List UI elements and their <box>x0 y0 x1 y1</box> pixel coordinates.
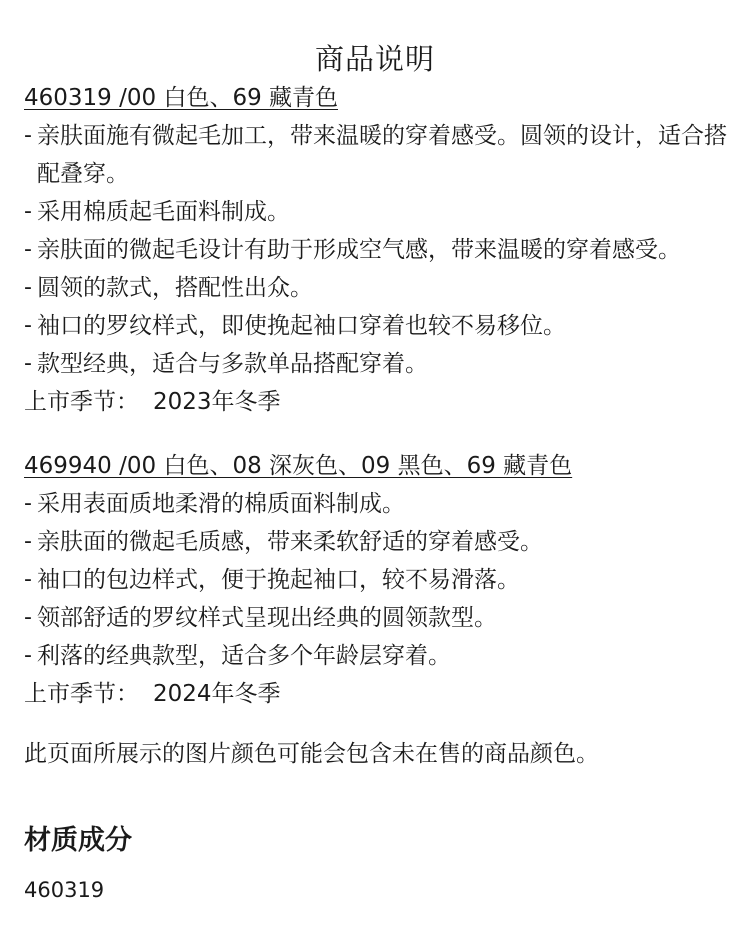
product-block-460319 <box>24 79 736 421</box>
bullet-marker: - <box>24 529 32 554</box>
bullet-marker: - <box>24 275 32 300</box>
bullet-marker: - <box>24 199 32 224</box>
page-title: 商品说明 <box>314 42 435 77</box>
feature-bullet <box>24 307 736 345</box>
feature-bullet <box>24 345 736 383</box>
feature-text: 采用表面质地柔滑的棉质面料制成。 <box>37 491 405 517</box>
feature-text: 圆领的款式，搭配性出众。 <box>37 275 313 301</box>
feature-text: 亲肤面的微起毛设计有助于形成空气感，带来温暖的穿着感受。 <box>37 237 681 263</box>
bullet-marker: - <box>24 643 32 668</box>
feature-text: 亲肤面施有微起毛加工，带来温暖的穿着感受。圆领的设计，适合搭配叠穿。 <box>37 123 727 187</box>
bullet-marker: - <box>24 567 32 592</box>
feature-bullet <box>24 231 736 269</box>
release-season <box>24 675 736 713</box>
bullet-marker: - <box>24 313 32 338</box>
material-section-title: 材质成分 <box>24 825 132 856</box>
feature-bullet <box>24 637 736 675</box>
feature-text: 亲肤面的微起毛质感，带来柔软舒适的穿着感受。 <box>37 529 543 555</box>
product-color-header: 460319 /00 白色、69 藏青色 <box>24 85 339 111</box>
feature-text: 袖口的罗纹样式，即使挽起袖口穿着也较不易移位。 <box>37 313 566 339</box>
bullet-marker: - <box>24 237 32 262</box>
season-label: 上市季节： <box>24 389 139 415</box>
feature-text: 领部舒适的罗纹样式呈现出经典的圆领款型。 <box>37 605 497 631</box>
feature-bullet <box>24 561 736 599</box>
feature-bullet <box>24 599 736 637</box>
bullet-marker: - <box>24 491 32 516</box>
feature-bullet <box>24 523 736 561</box>
product-description-content <box>24 79 736 909</box>
feature-text: 袖口的包边样式，便于挽起袖口，较不易滑落。 <box>37 567 520 593</box>
feature-bullet <box>24 269 736 307</box>
material-product-code: 460319 <box>24 878 105 902</box>
spacer <box>24 421 736 447</box>
release-season <box>24 383 736 421</box>
color-disclaimer: 此页面所展示的图片颜色可能会包含未在售的商品颜色。 <box>24 741 599 767</box>
season-label: 上市季节： <box>24 681 139 707</box>
feature-text: 款型经典，适合与多款单品搭配穿着。 <box>37 351 428 377</box>
season-value: 2023年冬季 <box>153 389 281 415</box>
bullet-marker: - <box>24 123 32 148</box>
product-block-469940 <box>24 447 736 713</box>
product-color-header: 469940 /00 白色、08 深灰色、09 黑色、69 藏青色 <box>24 453 573 479</box>
feature-bullet <box>24 117 736 193</box>
bullet-marker: - <box>24 605 32 630</box>
season-value: 2024年冬季 <box>153 681 281 707</box>
bullet-marker: - <box>24 351 32 376</box>
feature-text: 采用棉质起毛面料制成。 <box>37 199 290 225</box>
feature-bullet <box>24 193 736 231</box>
feature-bullet <box>24 485 736 523</box>
feature-text: 利落的经典款型，适合多个年龄层穿着。 <box>37 643 451 669</box>
